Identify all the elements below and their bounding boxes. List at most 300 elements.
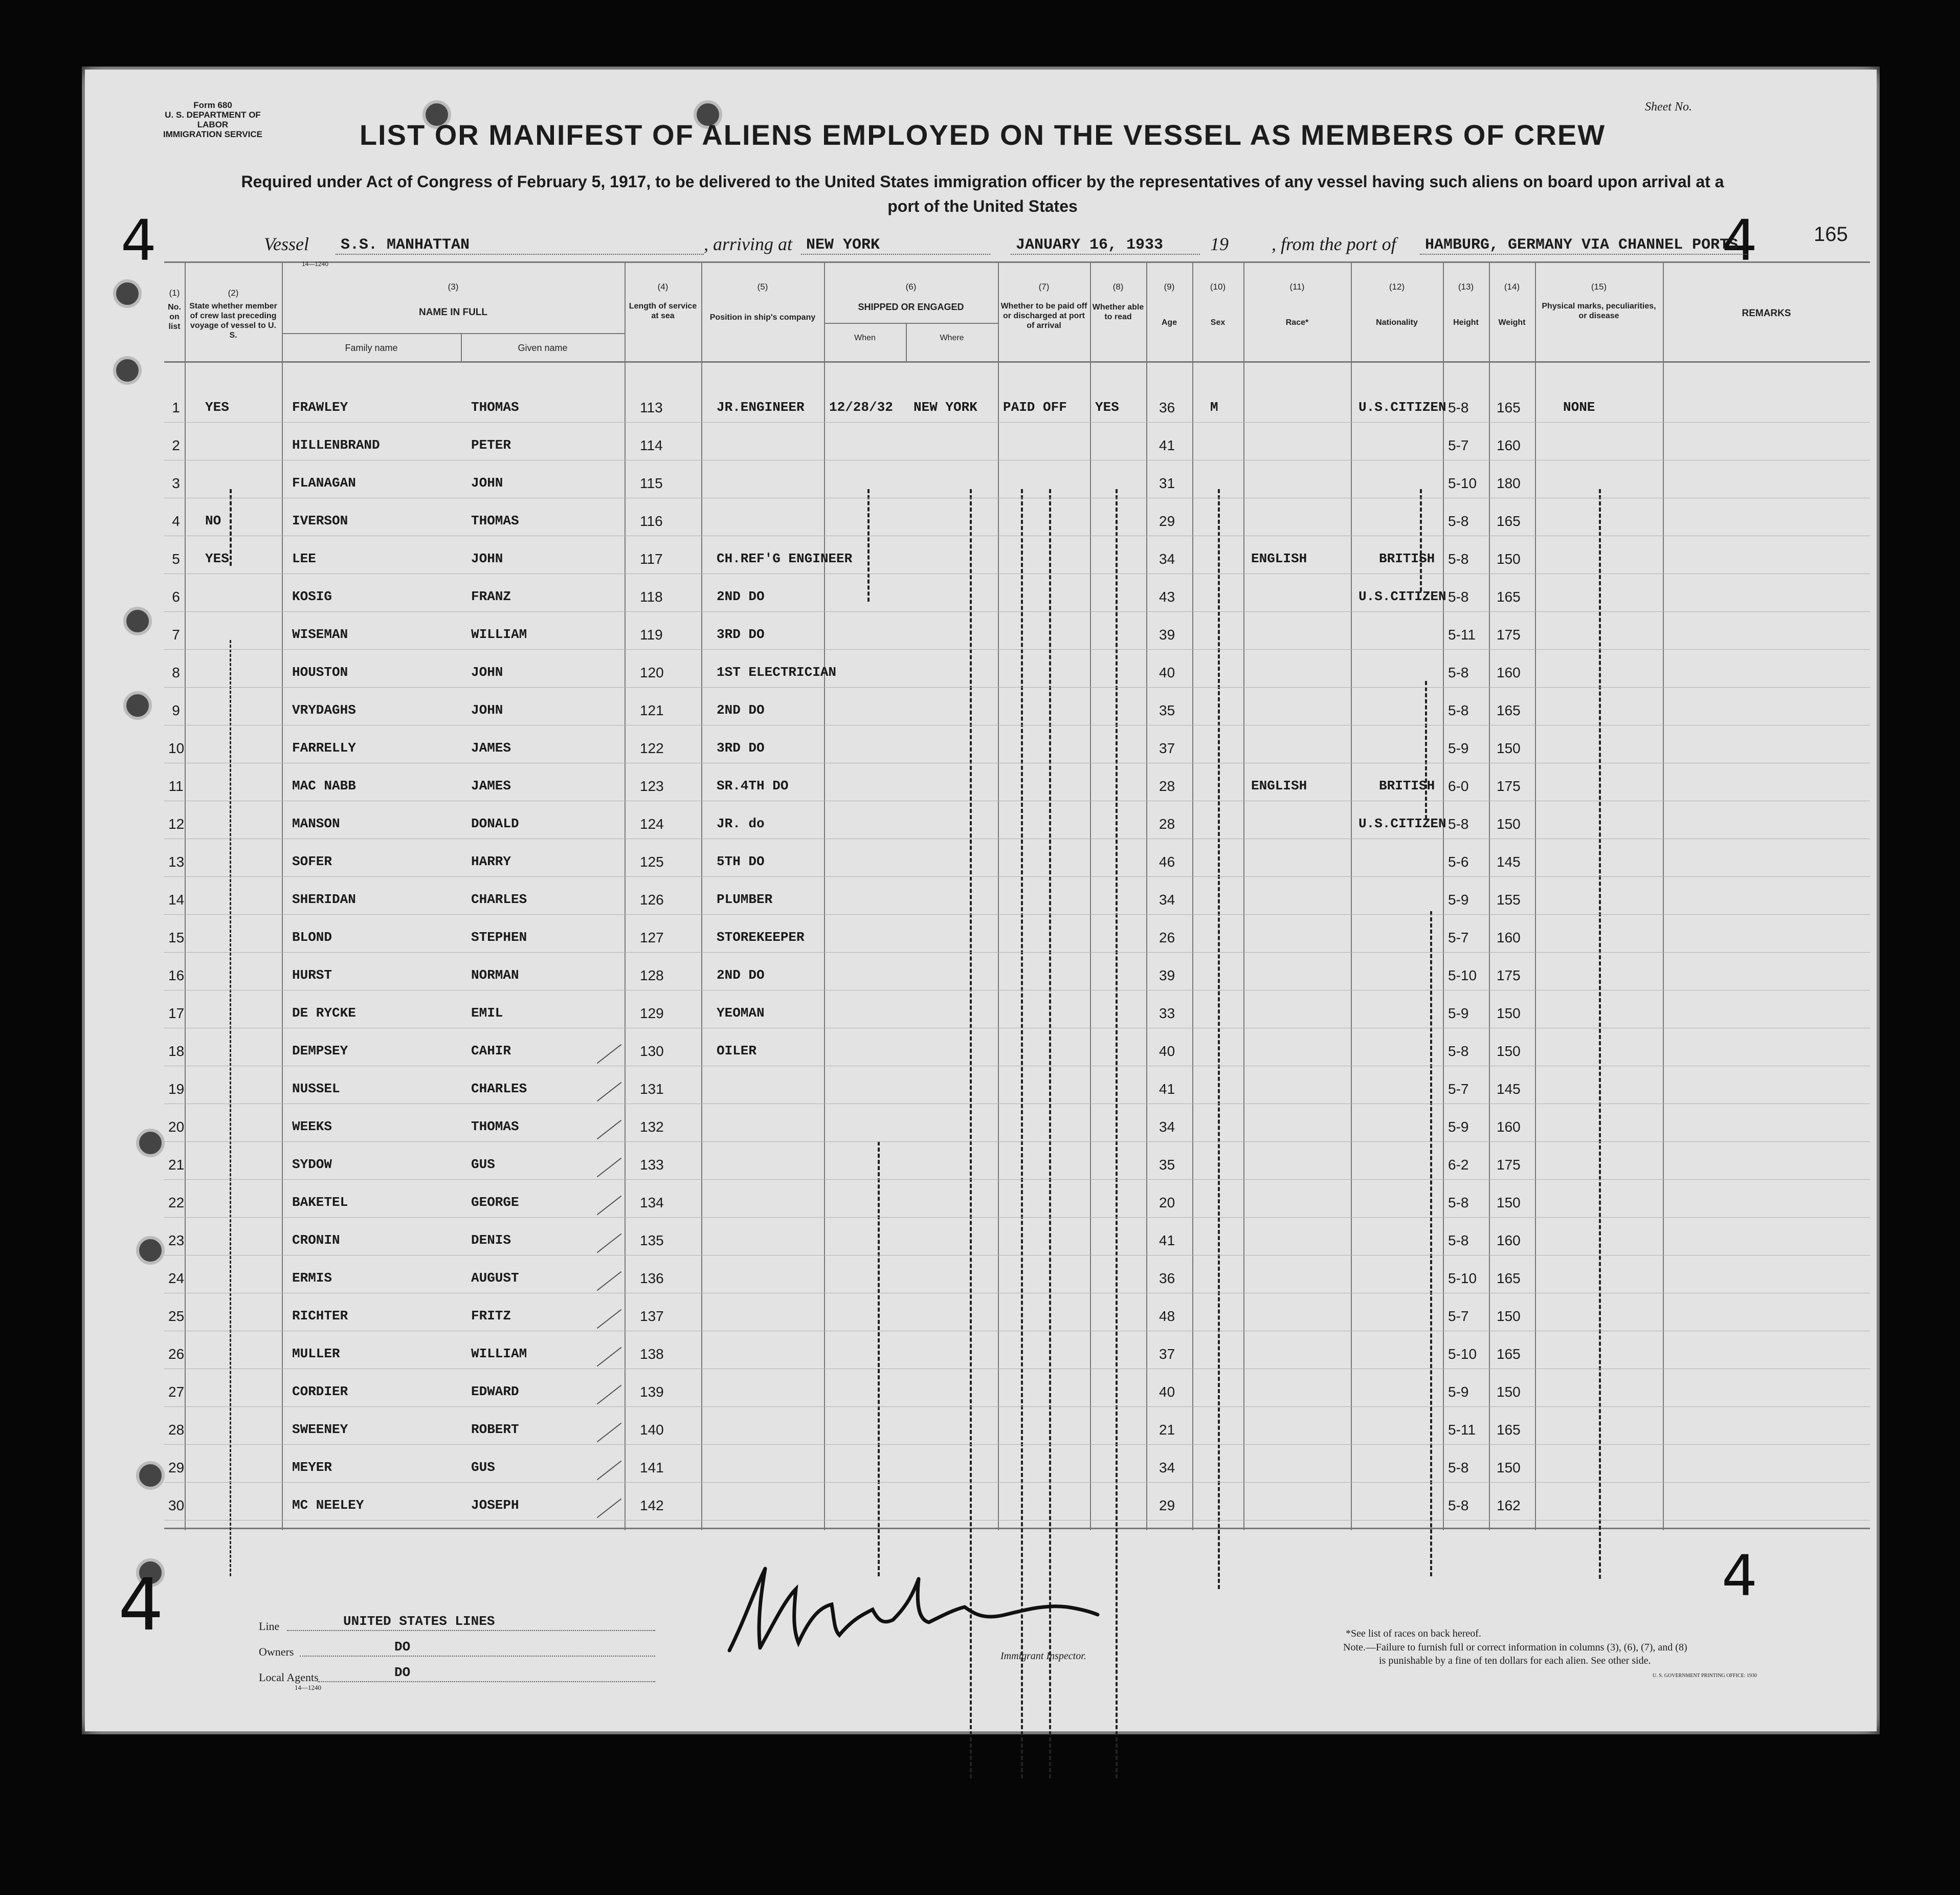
cell-row-number: 18 <box>168 1043 185 1059</box>
col-number: (12) <box>1389 282 1405 292</box>
cell-weight: 145 <box>1497 1081 1521 1097</box>
cell-position: OILER <box>717 1043 757 1059</box>
cell-weight: 150 <box>1497 1460 1521 1475</box>
cell-family-name: FLANAGAN <box>292 475 356 491</box>
cell-given-name: HARRY <box>471 854 511 869</box>
inspector-signature <box>709 1558 1108 1661</box>
cell-weight: 165 <box>1497 400 1521 415</box>
cell-nationality: U.S.CITIZEN <box>1358 816 1446 831</box>
cell-height: 5-6 <box>1448 854 1469 870</box>
cell-position: PLUMBER <box>717 892 773 907</box>
cell-weight: 175 <box>1497 1157 1521 1173</box>
cell-family-name: BAKETEL <box>292 1195 348 1210</box>
manifest-sheet <box>82 67 1880 1734</box>
cell-row-number: 19 <box>168 1081 185 1097</box>
cell-given-name: CAHIR <box>471 1043 511 1059</box>
cell-family-name: SOFER <box>292 854 332 869</box>
cell-previous-voyage: YES <box>205 551 229 566</box>
header-able-to-read: Whether able to read <box>1092 303 1144 321</box>
cell-length-of-service: 125 <box>640 854 664 870</box>
cell-family-name: WISEMAN <box>292 627 348 642</box>
cell-position: 2ND DO <box>717 967 765 983</box>
check-tick <box>597 1271 622 1291</box>
cell-race: ENGLISH <box>1251 551 1307 566</box>
header-no-on-list: No. on list <box>168 303 181 331</box>
cell-row-number: 30 <box>168 1497 185 1513</box>
header-physical-marks: Physical marks, peculiarities, or disease <box>1542 302 1656 320</box>
cell-physical-marks: NONE <box>1563 400 1595 415</box>
binder-hole <box>136 1129 165 1157</box>
row-rule <box>164 952 1870 953</box>
cell-length-of-service: 142 <box>640 1497 664 1513</box>
cell-given-name: DENIS <box>471 1232 511 1248</box>
cell-family-name: NUSSEL <box>292 1081 340 1096</box>
cell-row-number: 9 <box>172 702 180 718</box>
cell-weight: 145 <box>1497 854 1521 870</box>
cell-given-name: ROBERT <box>471 1422 519 1437</box>
col-number: (3) <box>448 282 459 292</box>
owners-label: Owners <box>259 1645 294 1658</box>
cell-age: 40 <box>1159 1043 1175 1059</box>
cell-row-number: 5 <box>172 551 180 567</box>
inspector-label: Immigrant Inspector. <box>1000 1650 1086 1662</box>
col-number: (14) <box>1504 282 1520 292</box>
cell-length-of-service: 136 <box>640 1270 664 1286</box>
cell-height: 5-8 <box>1448 665 1469 680</box>
subtitle-line-2: port of the United States <box>887 197 1078 215</box>
cell-height: 5-7 <box>1448 930 1469 945</box>
page-title: LIST OR MANIFEST OF ALIENS EMPLOYED ON THE VESSEL AS MEMBERS OF CREW <box>359 119 1606 151</box>
cell-given-name: JAMES <box>471 778 511 794</box>
cell-height: 6-2 <box>1448 1157 1469 1173</box>
cell-age: 28 <box>1159 778 1175 794</box>
cell-previous-voyage: YES <box>205 400 229 415</box>
cell-position: CH.REF'G ENGINEER <box>717 551 853 566</box>
cell-weight: 160 <box>1497 437 1521 453</box>
row-rule <box>164 1520 1870 1521</box>
cell-length-of-service: 117 <box>640 551 663 567</box>
check-tick <box>597 1082 622 1102</box>
cell-height: 5-8 <box>1448 551 1469 567</box>
cell-length-of-service: 118 <box>640 589 663 605</box>
col-number: (15) <box>1591 282 1607 292</box>
row-rule <box>164 914 1870 915</box>
ditto-mark <box>867 489 870 602</box>
binder-hole <box>136 1461 165 1490</box>
failure-note: Note.—Failure to furnish full or correct information in columns (3), (6), (7), and (8) <box>1343 1642 1687 1653</box>
binder-hole <box>113 279 142 308</box>
year-label: 19 <box>1210 234 1229 254</box>
ditto-mark <box>878 1141 880 1576</box>
cell-position: 3RD DO <box>717 740 765 756</box>
ditto-mark <box>1599 489 1601 1579</box>
row-rule <box>164 687 1870 688</box>
shipped-subheader-rule <box>824 323 998 324</box>
row-rule <box>164 876 1870 877</box>
cell-given-name: WILLIAM <box>471 1346 527 1361</box>
cell-row-number: 21 <box>168 1157 185 1173</box>
cell-weight: 165 <box>1497 1270 1521 1286</box>
cell-position: YEOMAN <box>717 1005 765 1021</box>
column-rule <box>824 261 825 1530</box>
cell-weight: 165 <box>1497 1346 1521 1362</box>
cell-row-number: 28 <box>168 1422 185 1438</box>
cell-length-of-service: 137 <box>640 1308 664 1324</box>
cell-height: 5-8 <box>1448 1232 1469 1248</box>
cell-age: 34 <box>1159 1119 1175 1135</box>
cell-row-number: 8 <box>172 665 180 680</box>
header-shipped-or-engaged: SHIPPED OR ENGAGED <box>858 302 964 312</box>
service-name: IMMIGRATION SERVICE <box>163 129 262 139</box>
cell-weight: 150 <box>1497 816 1521 832</box>
column-rule <box>282 261 283 1530</box>
cell-weight: 162 <box>1497 1497 1521 1513</box>
cell-age: 41 <box>1159 437 1175 453</box>
cell-family-name: LEE <box>292 551 316 566</box>
arrival-date-underline <box>1011 254 1200 255</box>
binder-hole <box>123 691 152 720</box>
cell-row-number: 14 <box>168 892 185 908</box>
cell-family-name: SHERIDAN <box>292 892 356 907</box>
cell-given-name: THOMAS <box>471 513 519 528</box>
cell-height: 5-11 <box>1448 627 1476 643</box>
subtitle-line-1: Required under Act of Congress of February 5, 1917, to be delivered to the United States immigration officer by the representatives of any vessel having such aliens on board upon arrival at a <box>241 172 1724 191</box>
cell-family-name: FARRELLY <box>292 740 356 756</box>
header-form-code: 14—1240 <box>301 260 329 268</box>
cell-row-number: 16 <box>168 967 185 983</box>
cell-height: 5-8 <box>1448 1497 1469 1513</box>
cell-family-name: KOSIG <box>292 589 332 604</box>
cell-position: 1ST ELECTRICIAN <box>717 665 837 680</box>
column-rule <box>1489 261 1490 1530</box>
cell-family-name: MULLER <box>292 1346 340 1361</box>
cell-position: STOREKEEPER <box>717 930 805 945</box>
cell-race: ENGLISH <box>1251 778 1307 794</box>
header-when: When <box>854 334 876 342</box>
handwritten-footer-mark-right: 4 <box>1722 1543 1757 1608</box>
header-given-name: Given name <box>518 343 568 353</box>
cell-row-number: 6 <box>172 589 180 605</box>
header-position: Position in ship's company <box>709 313 816 322</box>
cell-weight: 180 <box>1497 475 1521 491</box>
check-tick <box>597 1196 622 1216</box>
cell-given-name: FRITZ <box>471 1308 511 1324</box>
handwritten-page-mark-right: 4 <box>1722 208 1757 273</box>
cell-weight: 150 <box>1497 740 1521 756</box>
cell-row-number: 4 <box>172 513 180 529</box>
column-rule <box>1146 261 1147 1530</box>
cell-weight: 175 <box>1497 778 1521 794</box>
cell-given-name: STEPHEN <box>471 930 527 945</box>
cell-age: 20 <box>1159 1195 1175 1210</box>
cell-height: 5-8 <box>1448 816 1469 832</box>
table-header-rule <box>164 361 1870 363</box>
cell-given-name: EMIL <box>471 1005 503 1021</box>
column-rule <box>701 261 702 1530</box>
cell-height: 5-7 <box>1448 437 1469 453</box>
cell-given-name: THOMAS <box>471 400 519 415</box>
row-rule <box>164 649 1870 650</box>
row-rule <box>164 1141 1870 1142</box>
cell-row-number: 1 <box>172 400 180 415</box>
cell-family-name: CORDIER <box>292 1384 348 1399</box>
cell-given-name: CHARLES <box>471 1081 527 1096</box>
cell-length-of-service: 126 <box>640 892 664 908</box>
binder-hole <box>136 1236 165 1265</box>
column-rule <box>1535 261 1536 1530</box>
cell-length-of-service: 141 <box>640 1460 664 1475</box>
arrival-port-underline <box>801 254 990 255</box>
agents-form-code: 14—1240 <box>295 1684 321 1691</box>
col-number: (8) <box>1112 282 1124 292</box>
cell-given-name: JOHN <box>471 551 503 566</box>
cell-age: 41 <box>1159 1081 1175 1097</box>
cell-weight: 160 <box>1497 1119 1521 1135</box>
table-bottom-rule <box>164 1528 1870 1529</box>
cell-family-name: VRYDAGHS <box>292 702 356 718</box>
agents-underline <box>318 1681 655 1682</box>
cell-given-name: GUS <box>471 1157 495 1172</box>
header-length-of-service: Length of service at sea <box>629 302 697 320</box>
cell-family-name: FRAWLEY <box>292 400 348 415</box>
cell-row-number: 23 <box>168 1232 185 1248</box>
cell-family-name: RICHTER <box>292 1308 348 1324</box>
vessel-line <box>85 228 1883 264</box>
check-tick <box>597 1347 622 1367</box>
ditto-mark <box>1430 911 1432 1576</box>
departure-port-underline <box>1420 254 1747 255</box>
check-tick <box>597 1385 622 1405</box>
cell-length-of-service: 138 <box>640 1346 664 1362</box>
cell-shipped-date: 12/28/32 <box>829 400 893 415</box>
header-remarks: REMARKS <box>1742 308 1791 319</box>
cell-age: 35 <box>1159 702 1175 718</box>
cell-age: 37 <box>1159 1346 1175 1362</box>
cell-age: 34 <box>1159 1460 1175 1475</box>
column-rule <box>998 261 999 1530</box>
cell-age: 29 <box>1159 1497 1175 1513</box>
row-rule <box>164 1406 1870 1407</box>
printer-imprint: U. S. GOVERNMENT PRINTING OFFICE: 1930 <box>1653 1673 1757 1679</box>
cell-height: 5-11 <box>1448 1422 1476 1438</box>
cell-height: 6-0 <box>1448 778 1469 794</box>
cell-weight: 150 <box>1497 1384 1521 1400</box>
cell-age: 46 <box>1159 854 1175 870</box>
cell-family-name: DE RYCKE <box>292 1005 356 1021</box>
ditto-mark <box>1425 681 1427 819</box>
cell-given-name: NORMAN <box>471 967 519 983</box>
cell-given-name: AUGUST <box>471 1270 519 1286</box>
col-number: (10) <box>1210 282 1226 292</box>
cell-weight: 150 <box>1497 1005 1521 1021</box>
cell-given-name: GUS <box>471 1460 495 1475</box>
cell-family-name: MANSON <box>292 816 340 831</box>
line-underline <box>287 1630 655 1631</box>
row-rule <box>164 1482 1870 1483</box>
cell-row-number: 7 <box>172 627 180 643</box>
cell-family-name: WEEKS <box>292 1119 332 1134</box>
header-previous-voyage: State whether member of crew last preceding voyage of vessel to U. S. <box>189 302 277 340</box>
column-rule <box>625 261 626 1530</box>
cell-age: 28 <box>1159 816 1175 832</box>
col-number: (1) <box>169 288 180 298</box>
column-rule <box>1243 261 1244 1530</box>
ditto-mark <box>1420 489 1422 591</box>
cell-nationality: BRITISH <box>1379 551 1435 566</box>
line-value: UNITED STATES LINES <box>343 1614 495 1629</box>
penalty-note: is punishable by a fine of ten dollars for each alien. See other side. <box>1379 1655 1651 1666</box>
cell-position: 2ND DO <box>717 589 765 604</box>
cell-age: 40 <box>1159 1384 1175 1400</box>
cell-age: 41 <box>1159 1232 1175 1248</box>
cell-row-number: 12 <box>168 816 185 832</box>
cell-row-number: 2 <box>172 437 180 453</box>
cell-length-of-service: 128 <box>640 967 664 983</box>
check-tick <box>597 1499 622 1518</box>
cell-height: 5-8 <box>1448 702 1469 718</box>
header-family-name: Family name <box>345 343 398 353</box>
cell-height: 5-9 <box>1448 1005 1469 1021</box>
cell-height: 5-9 <box>1448 740 1469 756</box>
cell-family-name: HURST <box>292 967 332 983</box>
cell-nationality: BRITISH <box>1379 778 1435 794</box>
cell-row-number: 3 <box>172 475 180 491</box>
cell-height: 5-10 <box>1448 475 1477 491</box>
header-height: Height <box>1453 318 1479 327</box>
col-number: (9) <box>1164 282 1175 292</box>
check-tick <box>597 1423 622 1443</box>
cell-length-of-service: 115 <box>640 475 663 491</box>
cell-height: 5-8 <box>1448 1460 1469 1475</box>
cell-previous-voyage: NO <box>205 513 221 528</box>
cell-length-of-service: 134 <box>640 1195 664 1210</box>
cell-given-name: THOMAS <box>471 1119 519 1134</box>
cell-height: 5-8 <box>1448 400 1469 415</box>
cell-age: 39 <box>1159 967 1175 983</box>
cell-age: 36 <box>1159 1270 1175 1286</box>
cell-weight: 150 <box>1497 1043 1521 1059</box>
cell-height: 5-9 <box>1448 892 1469 908</box>
cell-age: 33 <box>1159 1005 1175 1021</box>
cell-weight: 160 <box>1497 665 1521 680</box>
departure-port: HAMBURG, GERMANY VIA CHANNEL PORTS <box>1425 236 1739 254</box>
row-rule <box>164 611 1870 612</box>
cell-length-of-service: 116 <box>640 513 663 529</box>
cell-paid-off: PAID OFF <box>1003 400 1067 415</box>
col-number: (13) <box>1458 282 1474 292</box>
cell-row-number: 27 <box>168 1384 185 1400</box>
vessel-name: S.S. MANHATTAN <box>341 236 470 254</box>
cell-length-of-service: 122 <box>640 740 664 756</box>
column-rule <box>1090 261 1091 1530</box>
cell-height: 5-7 <box>1448 1081 1469 1097</box>
cell-height: 5-8 <box>1448 1195 1469 1210</box>
cell-weight: 150 <box>1497 551 1521 567</box>
cell-age: 29 <box>1159 513 1175 529</box>
header-sex: Sex <box>1210 318 1226 327</box>
cell-length-of-service: 132 <box>640 1119 664 1135</box>
page-number: 165 <box>1814 223 1848 246</box>
cell-row-number: 15 <box>168 930 185 945</box>
cell-length-of-service: 135 <box>640 1232 664 1248</box>
cell-length-of-service: 123 <box>640 778 664 794</box>
cell-height: 5-7 <box>1448 1308 1469 1324</box>
owners-underline <box>300 1656 655 1657</box>
check-tick <box>597 1461 622 1481</box>
column-rule <box>1663 261 1664 1530</box>
handwritten-footer-mark-left: 4 <box>118 1563 164 1647</box>
from-port-label: , from the port of <box>1272 234 1396 254</box>
vessel-name-underline <box>336 254 704 255</box>
cell-family-name: BLOND <box>292 930 332 945</box>
arrival-date: JANUARY 16, 1933 <box>1016 236 1164 254</box>
table-top-rule <box>164 261 1870 263</box>
cell-weight: 160 <box>1497 1232 1521 1248</box>
cell-length-of-service: 133 <box>640 1157 664 1173</box>
cell-weight: 150 <box>1497 1308 1521 1324</box>
cell-age: 26 <box>1159 930 1175 945</box>
cell-family-name: SWEENEY <box>292 1422 348 1437</box>
cell-family-name: CRONIN <box>292 1232 340 1248</box>
cell-weight: 175 <box>1497 967 1521 983</box>
header-race: Race* <box>1285 318 1309 327</box>
binder-hole <box>123 607 152 635</box>
name-subheader-rule <box>282 333 625 334</box>
cell-family-name: MC NEELEY <box>292 1497 364 1513</box>
cell-position: JR.ENGINEER <box>717 400 805 415</box>
cell-given-name: CHARLES <box>471 892 527 907</box>
cell-age: 34 <box>1159 551 1175 567</box>
cell-row-number: 29 <box>168 1460 185 1475</box>
cell-family-name: SYDOW <box>292 1157 332 1172</box>
ditto-mark <box>1218 489 1220 1589</box>
cell-family-name: MAC NABB <box>292 778 356 794</box>
cell-given-name: JOHN <box>471 665 503 680</box>
binder-hole <box>113 356 142 385</box>
header-paid-off: Whether to be paid off or discharged at port of arrival <box>1000 302 1087 330</box>
cell-given-name: DONALD <box>471 816 519 831</box>
cell-weight: 165 <box>1497 1422 1521 1438</box>
cell-given-name: PETER <box>471 437 511 453</box>
cell-height: 5-8 <box>1448 1043 1469 1059</box>
cell-weight: 165 <box>1497 513 1521 529</box>
row-rule <box>164 1217 1870 1218</box>
cell-nationality: U.S.CITIZEN <box>1358 400 1446 415</box>
page-subtitle <box>157 169 1809 218</box>
column-rule <box>1192 261 1193 1530</box>
cell-length-of-service: 113 <box>640 400 663 415</box>
col-number: (6) <box>905 282 917 292</box>
cell-given-name: JOSEPH <box>471 1497 519 1513</box>
cell-length-of-service: 121 <box>640 702 664 718</box>
check-tick <box>597 1120 622 1140</box>
cell-weight: 155 <box>1497 892 1521 908</box>
cell-nationality: U.S.CITIZEN <box>1358 589 1446 604</box>
cell-position: 2ND DO <box>717 702 765 718</box>
row-rule <box>164 422 1870 423</box>
cell-height: 5-9 <box>1448 1384 1469 1400</box>
agents-label: Local Agents <box>259 1671 319 1684</box>
cell-sex: M <box>1210 400 1218 415</box>
cell-length-of-service: 119 <box>640 627 663 643</box>
arriving-label: , arriving at <box>704 234 793 254</box>
cell-row-number: 25 <box>168 1308 185 1324</box>
department-name: U. S. DEPARTMENT OF LABOR <box>165 110 261 129</box>
cell-family-name: MEYER <box>292 1460 332 1475</box>
races-note: *See list of races on back hereof. <box>1346 1628 1481 1639</box>
row-rule <box>164 1444 1870 1445</box>
cell-given-name: JAMES <box>471 740 511 756</box>
